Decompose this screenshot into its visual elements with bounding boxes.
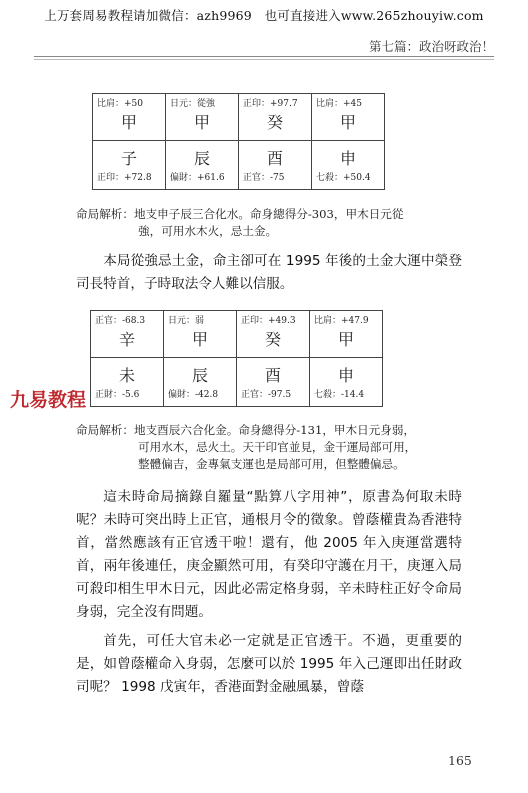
bazi-chart-2 [90, 310, 383, 407]
chart1-stem-month: 正印：+97.7 癸 [239, 94, 312, 141]
chart2-branch-year: 申 七殺：-14.4 [310, 358, 383, 407]
paragraph-2: 這未時命局摘錄自羅量“點算八字用神”，原書為何取未時呢？未時可突出時上正官，通根月令的徵象。曾蔭權貴為香港特首，當然應該有正官透干啦！還有，他 2005 年入庚運當選特首，兩年後連任，庚金顯然可用，有癸印守護在月干，庚運入局可殺印相生甲木日元，因此必需定格身弱，辛未時柱正好令命局身弱，完全沒有問題。 [76, 489, 462, 620]
chart1-stem-hour: 比肩：+50 甲 [93, 94, 166, 141]
chapter-title: 第七篇：政治呀政治！ [368, 39, 494, 54]
paragraph-1: 本局從強忌土金，命主卻可在 1995 年後的土金大運中榮登司長特首，子時取法令人難以信服。 [76, 253, 462, 292]
chart2-stem-day: 日元：弱 甲 [164, 311, 237, 358]
header-rule [34, 56, 494, 57]
chart2-branch-month: 酉 正官：-97.5 [237, 358, 310, 407]
paragraph-3: 首先，可任大官未必一定就是正官透干。不過，更重要的是，如曾蔭權命入身弱，怎麼可以於 1995 年入己運即出任財政司呢？ 1998 戊寅年，香港面對金融風暴，曾蔭 [76, 633, 462, 695]
chart2-branch-hour: 未 正財：-5.6 [91, 358, 164, 407]
chart1-stem-year: 比肩：+45 甲 [312, 94, 385, 141]
chart1-branch-month: 酉 正官：-75 [239, 141, 312, 190]
bazi-chart-1 [92, 93, 385, 190]
chart1-branch-hour: 子 正印：+72.8 [93, 141, 166, 190]
chart2-analysis: 命局解析：地支酉辰六合化金。命身總得分-131，甲木日元身弱， 可用水木，忌火土。天干印官並見，金干運局部可用， 整體偏吉，金專氣支運也是局部可用，但整體偏忌。 [76, 423, 417, 471]
chart1-stem-day: 日元：從強 甲 [166, 94, 239, 141]
chart1-analysis: 命局解析：地支申子辰三合化水。命身總得分-303，甲木日元從 強，可用水木火，忌土金。 [76, 207, 404, 238]
watermark-logo: 九易教程 [10, 389, 87, 411]
chart2-stem-month: 正印：+49.3 癸 [237, 311, 310, 358]
chart2-stem-hour: 正官：-68.3 辛 [91, 311, 164, 358]
download-banner: 上万套周易教程请加微信：azh9969 也可直接进入www.265zhouyiw.com [44, 8, 484, 23]
page-number: 165 [448, 753, 472, 768]
chart2-branch-day: 辰 偏財：-42.8 [164, 358, 237, 407]
header-rule-secondary [34, 59, 494, 60]
chart2-stem-year: 比肩：+47.9 甲 [310, 311, 383, 358]
chart1-branch-year: 申 七殺：+50.4 [312, 141, 385, 190]
chart1-branch-day: 辰 偏財：+61.6 [166, 141, 239, 190]
